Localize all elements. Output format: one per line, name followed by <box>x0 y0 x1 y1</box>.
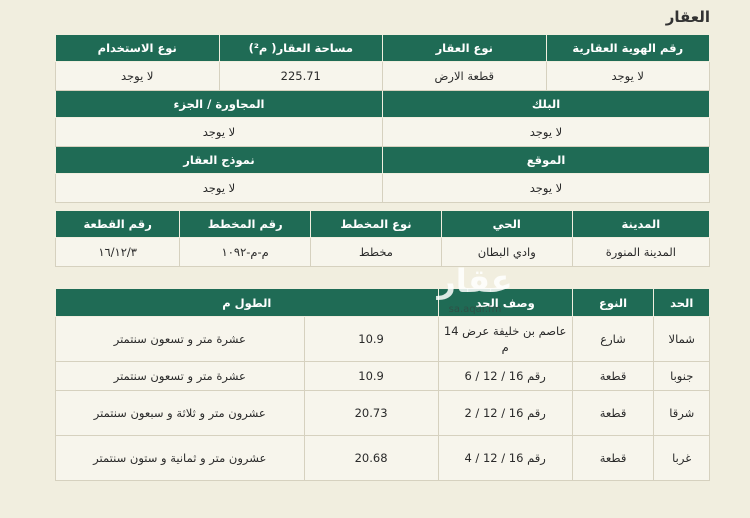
header-property-id: رقم الهوية العقارية <box>546 35 710 62</box>
header-usage-type: نوع الاستخدام <box>56 35 220 62</box>
table-row <box>56 317 710 362</box>
value-block: لا يوجد <box>383 118 710 147</box>
header-property-area: مساحة العقار( م²) <box>219 35 383 62</box>
boundary-length-text: عشرة متر و تسعون سنتمتر <box>56 362 305 391</box>
boundary-length-text: عشرة متر و تسعون سنتمتر <box>56 317 305 362</box>
boundary-length-text: عشرون متر و ثمانية و ستون سنتمتر <box>56 436 305 481</box>
boundary-side: شرقا <box>654 391 710 436</box>
boundary-description: رقم 16 / 12 / 4 <box>438 436 572 481</box>
header-block: البلك <box>383 91 710 118</box>
table-row <box>56 436 710 481</box>
boundary-length: 20.68 <box>304 436 438 481</box>
value-city: المدينة المنورة <box>572 238 709 267</box>
value-plan-number: م-م-١٠٩٢ <box>180 238 311 267</box>
value-district: وادي البطان <box>441 238 572 267</box>
table-row <box>56 362 710 391</box>
value-property-model: لا يوجد <box>56 174 383 203</box>
section-title: العقار <box>665 8 710 26</box>
header-side: الحد <box>654 289 710 317</box>
boundary-description: رقم 16 / 12 / 6 <box>438 362 572 391</box>
boundary-side: جنوبا <box>654 362 710 391</box>
boundary-side: شمالا <box>654 317 710 362</box>
location-table <box>55 210 710 267</box>
boundary-description: عاصم بن خليفة عرض 14 م <box>438 317 572 362</box>
value-location: لا يوجد <box>383 174 710 203</box>
header-property-type: نوع العقار <box>383 35 547 62</box>
property-info-table <box>55 34 710 203</box>
boundary-length: 20.73 <box>304 391 438 436</box>
boundary-length: 10.9 <box>304 362 438 391</box>
header-plan-number: رقم المخطط <box>180 211 311 238</box>
boundary-length-text: عشرون متر و ثلاثة و سبعون سنتمتر <box>56 391 305 436</box>
boundary-side: غربا <box>654 436 710 481</box>
watermark-logo: عقار <box>437 262 513 300</box>
header-plot-number: رقم القطعة <box>56 211 180 238</box>
value-plot-number: ١٦/١٢/٣ <box>56 238 180 267</box>
header-length: الطول م <box>56 289 439 317</box>
value-property-type: قطعة الارض <box>383 62 547 91</box>
header-neighborhood-part: المجاورة / الجزء <box>56 91 383 118</box>
boundary-type: شارع <box>572 317 654 362</box>
boundaries-table <box>55 288 710 481</box>
boundary-type: قطعة <box>572 391 654 436</box>
boundary-description: رقم 16 / 12 / 2 <box>438 391 572 436</box>
header-description: وصف الحد <box>438 289 572 317</box>
header-type: النوع <box>572 289 654 317</box>
header-district: الحي <box>441 211 572 238</box>
table-row <box>56 391 710 436</box>
watermark-url: sa.aqar.fm <box>448 304 502 315</box>
header-location: الموقع <box>383 147 710 174</box>
value-plan-type: مخطط <box>311 238 442 267</box>
boundary-type: قطعة <box>572 436 654 481</box>
value-property-id: لا يوجد <box>546 62 710 91</box>
boundary-length: 10.9 <box>304 317 438 362</box>
value-property-area: 225.71 <box>219 62 383 91</box>
value-usage-type: لا يوجد <box>56 62 220 91</box>
header-plan-type: نوع المخطط <box>311 211 442 238</box>
header-city: المدينة <box>572 211 709 238</box>
value-neighborhood-part: لا يوجد <box>56 118 383 147</box>
boundary-type: قطعة <box>572 362 654 391</box>
header-property-model: نموذج العقار <box>56 147 383 174</box>
